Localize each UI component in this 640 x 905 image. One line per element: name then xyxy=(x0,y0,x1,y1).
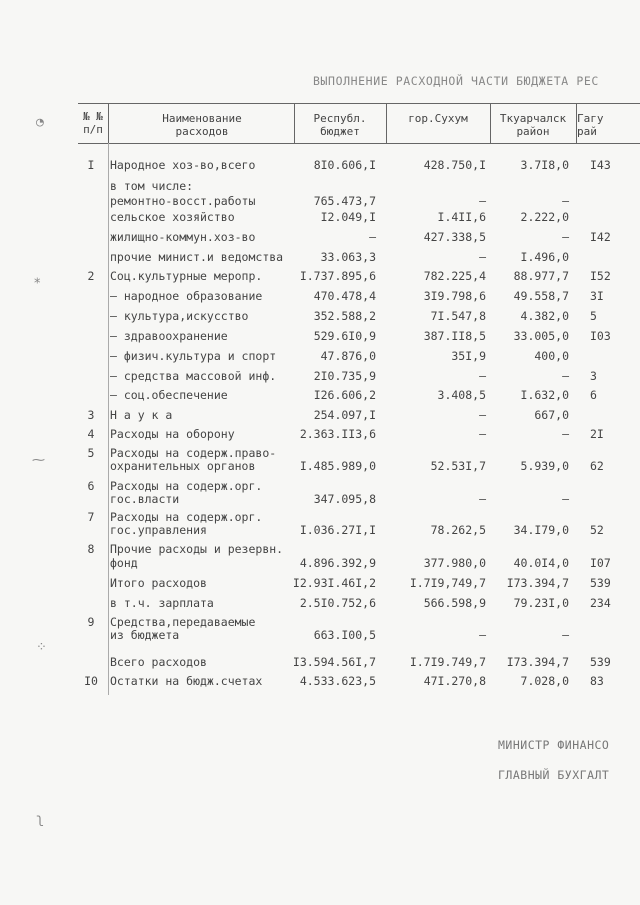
row-republic-budget: 352.588,2 xyxy=(313,309,376,323)
row-name: – культура,искусство xyxy=(110,309,249,323)
row-name: – здравоохранение xyxy=(110,329,228,343)
row-republic-budget: – xyxy=(369,230,376,244)
row-number: 7 xyxy=(87,510,95,524)
row-republic-budget: I26.606,2 xyxy=(313,388,376,402)
row-gagra: I03 xyxy=(590,329,611,343)
row-tkuarchal: 667,0 xyxy=(534,408,569,422)
row-name: охранительных органов xyxy=(110,459,256,473)
document-heading: ВЫПОЛНЕНИЕ РАСХОДНОЙ ЧАСТИ БЮДЖЕТА РЕС xyxy=(313,74,599,88)
table-left-rule xyxy=(108,143,109,695)
row-sukhum: I.7I9,749,7 xyxy=(409,576,486,590)
row-number: 3 xyxy=(87,408,95,422)
header-col1: Республ. бюджет xyxy=(313,112,367,138)
row-name: жилищно-коммун.хоз-во xyxy=(110,230,256,244)
row-name: сельское хозяйство xyxy=(110,210,235,224)
row-republic-budget: 2.363.II3,6 xyxy=(299,427,376,441)
row-name: гос.управления xyxy=(110,523,207,537)
row-name: Средства,передаваемые xyxy=(110,615,256,629)
row-sukhum: 427.338,5 xyxy=(423,230,486,244)
row-sukhum: 566.598,9 xyxy=(423,596,486,610)
row-sukhum: – xyxy=(479,427,486,441)
row-name: – средства массовой инф. xyxy=(110,369,277,383)
row-name: Расходы на содерж.орг. xyxy=(110,479,263,493)
scan-smudge: ʅ xyxy=(36,812,44,827)
header-num: № № п/п xyxy=(83,110,103,136)
row-tkuarchal: I.496,0 xyxy=(520,250,569,264)
header-col2: гор.Сухум xyxy=(408,112,468,125)
row-name: Остатки на бюдж.счетах xyxy=(110,674,263,688)
row-tkuarchal: – xyxy=(562,230,569,244)
scan-smudge: ◔ xyxy=(36,115,44,130)
row-name: ремонтно-восст.работы xyxy=(110,194,256,208)
row-name: Всего расходов xyxy=(110,655,207,669)
row-gagra: 5 xyxy=(590,309,597,323)
row-tkuarchal: 88.977,7 xyxy=(513,269,569,283)
row-name: Расходы на содерж.орг. xyxy=(110,510,263,524)
header-col3: Ткуарчалск район xyxy=(499,112,567,138)
row-sukhum: 387.II8,5 xyxy=(423,329,486,343)
row-tkuarchal: – xyxy=(562,369,569,383)
row-republic-budget: 2.5I0.752,6 xyxy=(299,596,376,610)
row-name: гос.власти xyxy=(110,492,180,506)
row-number: 4 xyxy=(87,427,95,441)
row-sukhum: 52.53I,7 xyxy=(430,459,486,473)
row-republic-budget: 254.097,I xyxy=(313,408,376,422)
row-number: I0 xyxy=(84,674,98,688)
row-gagra: 234 xyxy=(590,596,611,610)
row-tkuarchal: 79.23I,0 xyxy=(513,596,569,610)
row-name: Итого расходов xyxy=(110,576,207,590)
row-tkuarchal: 33.005,0 xyxy=(513,329,569,343)
row-republic-budget: I.485.989,0 xyxy=(299,459,376,473)
row-tkuarchal: – xyxy=(562,628,569,642)
row-tkuarchal: I73.394,7 xyxy=(506,655,569,669)
row-republic-budget: I.737.895,6 xyxy=(299,269,376,283)
table-top-rule xyxy=(78,103,640,104)
row-republic-budget: 8I0.606,I xyxy=(313,158,376,172)
row-tkuarchal: 4.382,0 xyxy=(520,309,569,323)
row-gagra: 2I xyxy=(590,427,604,441)
row-tkuarchal: 5.939,0 xyxy=(520,459,569,473)
row-sukhum: 7I.547,8 xyxy=(430,309,486,323)
header-name: Наименование расходов xyxy=(162,112,242,138)
row-sukhum: 3.408,5 xyxy=(437,388,486,402)
row-name: – физич.культура и спорт xyxy=(110,349,277,363)
row-sukhum: 78.262,5 xyxy=(430,523,486,537)
row-gagra: I43 xyxy=(590,158,611,172)
row-sukhum: – xyxy=(479,250,486,264)
row-republic-budget: 2I0.735,9 xyxy=(313,369,376,383)
row-number: 6 xyxy=(87,479,95,493)
row-gagra: I52 xyxy=(590,269,611,283)
row-gagra: 3I xyxy=(590,289,604,303)
row-number: I xyxy=(87,158,95,172)
row-sukhum: – xyxy=(479,492,486,506)
row-gagra: I42 xyxy=(590,230,611,244)
row-tkuarchal: – xyxy=(562,492,569,506)
row-republic-budget: 4.533.623,5 xyxy=(299,674,376,688)
scan-smudge: ⁘ xyxy=(36,640,47,655)
row-tkuarchal: – xyxy=(562,427,569,441)
row-sukhum: 782.225,4 xyxy=(423,269,486,283)
scan-smudge: ⁓ xyxy=(32,453,45,468)
row-tkuarchal: 400,0 xyxy=(534,349,569,363)
row-republic-budget: I3.594.56I,7 xyxy=(292,655,376,669)
row-name: из бюджета xyxy=(110,628,180,642)
col-divider-1 xyxy=(108,103,109,143)
header-col4: Гагу рай xyxy=(577,112,604,138)
row-tkuarchal: 3.7I8,0 xyxy=(520,158,569,172)
row-sukhum: 3I9.798,6 xyxy=(423,289,486,303)
row-republic-budget: 33.063,3 xyxy=(320,250,376,264)
row-republic-budget: 47.876,0 xyxy=(320,349,376,363)
row-gagra: 52 xyxy=(590,523,604,537)
row-gagra: 83 xyxy=(590,674,604,688)
row-republic-budget: 529.6I0,9 xyxy=(313,329,376,343)
table-header-rule xyxy=(78,143,640,144)
scan-smudge: ⁎ xyxy=(34,272,41,287)
row-tkuarchal: 34.I79,0 xyxy=(513,523,569,537)
row-name: фонд xyxy=(110,556,138,570)
row-name: Расходы на оборону xyxy=(110,427,235,441)
row-gagra: I07 xyxy=(590,556,611,570)
row-sukhum: I.4II,6 xyxy=(437,210,486,224)
row-gagra: 3 xyxy=(590,369,597,383)
row-name: Н а у к а xyxy=(110,408,173,422)
row-sukhum: 35I,9 xyxy=(451,349,486,363)
row-tkuarchal: I.632,0 xyxy=(520,388,569,402)
minister-signature-label: МИНИСТР ФИНАНСО xyxy=(498,738,610,752)
row-name: Расходы на содерж.право- xyxy=(110,446,277,460)
row-republic-budget: I.036.27I,I xyxy=(299,523,376,537)
row-sukhum: – xyxy=(479,369,486,383)
row-sukhum: 377.980,0 xyxy=(423,556,486,570)
row-name: прочие минист.и ведомства xyxy=(110,250,284,264)
row-republic-budget: 470.478,4 xyxy=(313,289,376,303)
row-name: Народное хоз-во,всего xyxy=(110,158,256,172)
row-gagra: 539 xyxy=(590,576,611,590)
row-gagra: 6 xyxy=(590,388,597,402)
row-sukhum: – xyxy=(479,194,486,208)
row-tkuarchal: 40.0I4,0 xyxy=(513,556,569,570)
row-tkuarchal: I73.394,7 xyxy=(506,576,569,590)
row-republic-budget: 4.896.392,9 xyxy=(299,556,376,570)
row-tkuarchal: 7.028,0 xyxy=(520,674,569,688)
row-name: – соц.обеспечение xyxy=(110,388,228,402)
row-tkuarchal: 2.222,0 xyxy=(520,210,569,224)
row-number: 2 xyxy=(87,269,95,283)
row-sukhum: – xyxy=(479,408,486,422)
row-sukhum: I.7I9.749,7 xyxy=(409,655,486,669)
row-sukhum: 47I.270,8 xyxy=(423,674,486,688)
row-republic-budget: 765.473,7 xyxy=(313,194,376,208)
row-name: в т.ч. зарплата xyxy=(110,596,214,610)
row-name: в том числе: xyxy=(110,179,194,193)
row-number: 5 xyxy=(87,446,95,460)
row-tkuarchal: – xyxy=(562,194,569,208)
chief-accountant-label: ГЛАВНЫЙ БУХГАЛТ xyxy=(498,768,610,782)
row-republic-budget: I2.049,I xyxy=(320,210,376,224)
row-sukhum: – xyxy=(479,628,486,642)
row-republic-budget: I2.93I.46I,2 xyxy=(292,576,376,590)
row-republic-budget: 663.I00,5 xyxy=(313,628,376,642)
row-gagra: 539 xyxy=(590,655,611,669)
row-name: Прочие расходы и резервн. xyxy=(110,542,284,556)
row-name: Соц.культурные меропр. xyxy=(110,269,263,283)
row-tkuarchal: 49.558,7 xyxy=(513,289,569,303)
row-number: 9 xyxy=(87,615,95,629)
row-name: – народное образование xyxy=(110,289,263,303)
row-number: 8 xyxy=(87,542,95,556)
row-republic-budget: 347.095,8 xyxy=(313,492,376,506)
row-sukhum: 428.750,I xyxy=(423,158,486,172)
row-gagra: 62 xyxy=(590,459,604,473)
